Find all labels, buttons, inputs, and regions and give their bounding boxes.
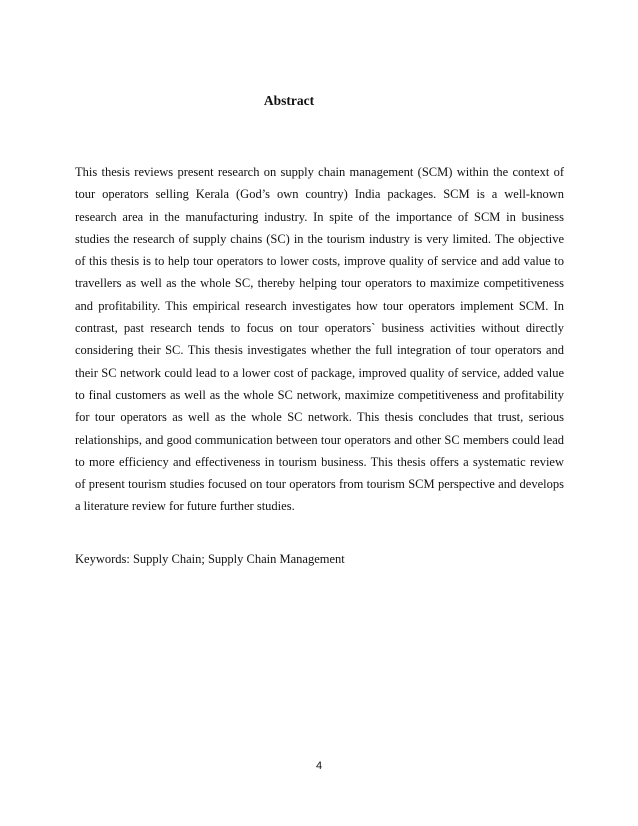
abstract-line: considering their SC. This thesis investigates whether the full integration of tour operators and: [75, 343, 564, 358]
abstract-line: This thesis reviews present research on supply chain management (SCM) within the context of: [75, 165, 564, 179]
abstract-line: to more efficiency and effectiveness in tourism business. This thesis offers a systematic review: [75, 454, 564, 469]
abstract-line: contrast, past research tends to focus on tour operators` business activities without directly: [75, 321, 564, 336]
abstract-heading: Abstract: [263, 93, 315, 108]
abstract-line: and profitability. This empirical research investigates how tour operators implement SCM. In: [75, 298, 564, 313]
abstract-line: research area in the manufacturing industry. In spite of the importance of SCM in business: [75, 209, 564, 224]
abstract-line: their SC network could lead to a lower cost of package, improved quality of service, added value: [75, 365, 564, 380]
abstract-line: relationships, and good communication between tour operators and other SC members could lead: [75, 432, 564, 447]
abstract-line: for tour operators as well as the whole SC network. This thesis concludes that trust, serious: [75, 410, 564, 425]
page-number: 4: [315, 760, 323, 772]
abstract-line: of this thesis is to help tour operators to lower costs, improve quality of service and add value to: [75, 254, 564, 269]
abstract-line: travellers as well as the whole SC, thereby helping tour operators to maximize competitiveness: [75, 276, 564, 291]
abstract-line: of present tourism studies focused on tour operators from tourism SCM perspective and develops: [75, 477, 564, 492]
abstract-line: studies the research of supply chains (SC) in the tourism industry is very limited. The objective: [75, 231, 564, 246]
abstract-line: a literature review for future further studies.: [75, 499, 295, 514]
abstract-body: [75, 161, 564, 518]
abstract-line: tour operators selling Kerala (God’s own country) India packages. SCM is a well-known: [75, 187, 564, 202]
abstract-line: to final customers as well as the whole SC network, maximize competitiveness and profitability: [75, 387, 564, 402]
keywords-line: Keywords: Supply Chain; Supply Chain Management: [75, 552, 345, 566]
